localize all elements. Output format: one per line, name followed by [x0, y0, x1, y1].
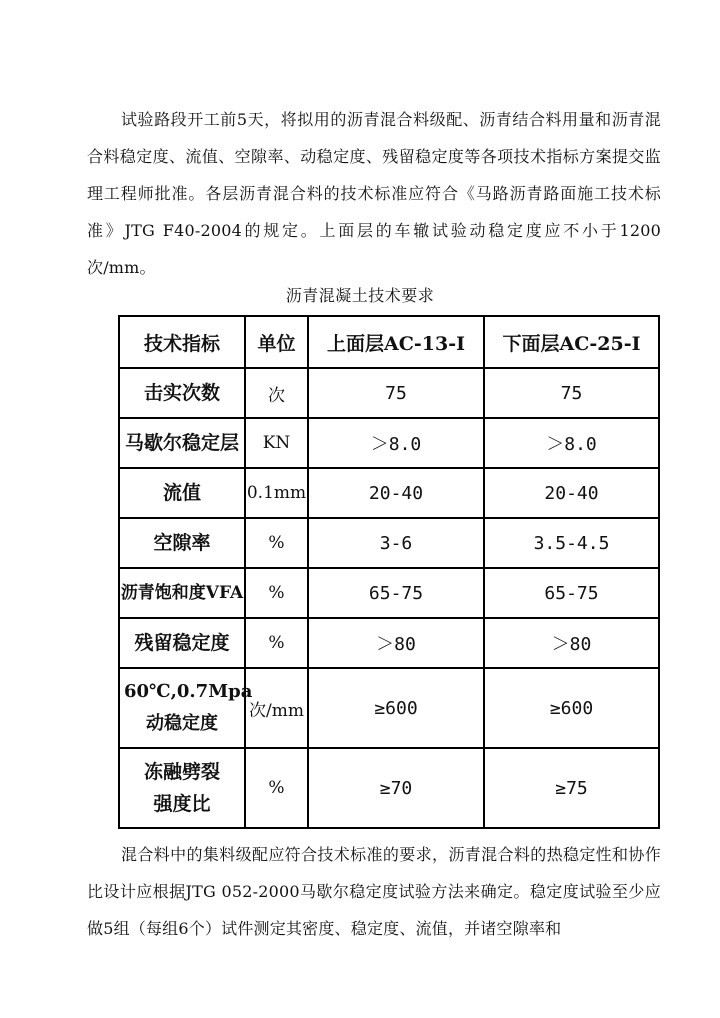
table-row [119, 368, 659, 418]
table-row [119, 468, 659, 518]
row-unit: 次/mm [245, 668, 308, 748]
row-unit: % [245, 748, 308, 828]
row-lower-value: 75 [484, 368, 659, 418]
row-upper-value: ＞80 [308, 618, 484, 668]
header-indicator: 技术指标 [119, 316, 245, 368]
row-name: 沥青饱和度VFA [119, 568, 245, 618]
row-lower-value: ＞80 [484, 618, 659, 668]
header-upper-layer: 上面层AC-13-Ⅰ [308, 316, 484, 368]
row-lower-value: 3.5-4.5 [484, 518, 659, 568]
row-upper-value: ≥600 [308, 668, 484, 748]
row-upper-value: ≥70 [308, 748, 484, 828]
header-lower-layer: 下面层AC-25-Ⅰ [484, 316, 659, 368]
row-unit: KN [245, 418, 308, 468]
row-upper-value: 3-6 [308, 518, 484, 568]
row-lower-value: ＞8.0 [484, 418, 659, 468]
table-caption: 沥青混凝土技术要求 [285, 286, 435, 305]
row-upper-value: ＞8.0 [308, 418, 484, 468]
intro-paragraph: 试验路段开工前5天，将拟用的沥青混合料级配、沥青结合料用量和沥青混合料稳定度、流值、空隙率、动稳定度、残留稳定度等各项技术指标方案提交监理工程师批准。各层沥青混合料的技术标准应符合《马路沥青路面施工技术标准》JTG F40-2004的规定。上面层的车辙试验动稳定度应不小于1200次/mm。 [87, 110, 661, 277]
mix-design-paragraph: 混合料中的集料级配应符合技术标准的要求，沥青混合料的热稳定性和协作比设计应根据JTG 052-2000马歇尔稳定度试验方法来确定。稳定度试验至少应做5组（每组6个）试件测定其密度、稳定度、流值，并诸空隙率和 [87, 845, 661, 938]
table-header-row [119, 316, 659, 368]
row-name: 流值 [119, 468, 245, 518]
row-name: 残留稳定度 [119, 618, 245, 668]
header-unit: 单位 [245, 316, 308, 368]
row-unit: 次 [245, 368, 308, 418]
table-row [119, 618, 659, 668]
row-lower-value: ≥600 [484, 668, 659, 748]
row-lower-value: 65-75 [484, 568, 659, 618]
row-name: 空隙率 [119, 518, 245, 568]
row-upper-value: 65-75 [308, 568, 484, 618]
row-upper-value: 75 [308, 368, 484, 418]
row-lower-value: 20-40 [484, 468, 659, 518]
row-upper-value: 20-40 [308, 468, 484, 518]
table-row [119, 748, 659, 828]
row-unit: 0.1mm [245, 468, 308, 518]
row-name: 马歇尔稳定层 [119, 418, 245, 468]
table-row [119, 568, 659, 618]
table-row [119, 418, 659, 468]
table-row [119, 668, 659, 748]
row-lower-value: ≥75 [484, 748, 659, 828]
row-unit: % [245, 568, 308, 618]
row-unit: % [245, 518, 308, 568]
row-name: 60℃,0.7Mpa动稳定度 [119, 668, 245, 748]
row-unit: % [245, 618, 308, 668]
table-row [119, 518, 659, 568]
row-name: 冻融劈裂强度比 [119, 748, 245, 828]
asphalt-spec-table [118, 315, 660, 829]
row-name: 击实次数 [119, 368, 245, 418]
